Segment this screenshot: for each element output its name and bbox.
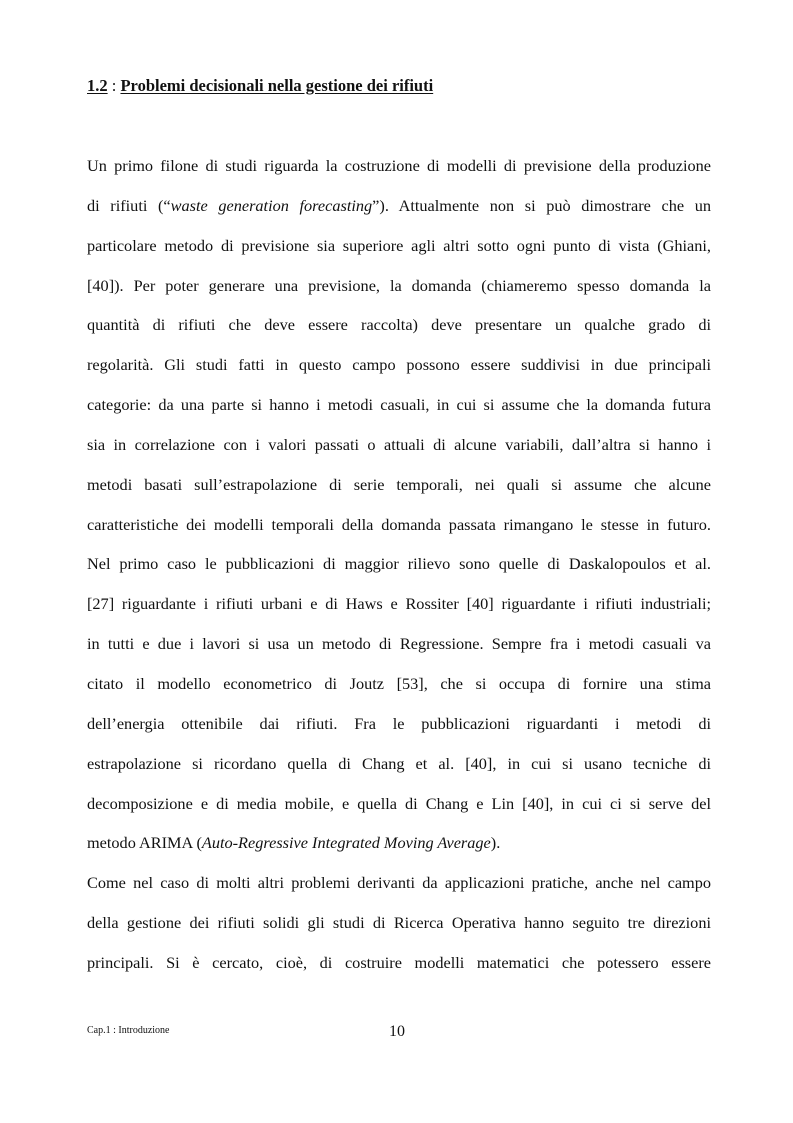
page-number: 10: [389, 1023, 405, 1040]
text-line: di rifiuti (“waste generation forecasting”). Attualmente non si può dimostrare che un: [87, 195, 711, 215]
italic-term: Auto-Regressive Integrated Moving Average: [201, 833, 491, 853]
text-line: principali. Si è cercato, cioè, di costruire modelli matematici che potessero essere: [87, 952, 711, 972]
text-line: estrapolazione si ricordano quella di Chang et al. [40], in cui si usano tecniche di: [87, 753, 711, 773]
section-title: Problemi decisionali nella gestione dei rifiuti: [120, 76, 434, 95]
paragraph-waste-forecasting: [87, 146, 711, 863]
text-line: Nel primo caso le pubblicazioni di maggior rilievo sono quelle di Daskalopoulos et al.: [87, 554, 711, 574]
italic-term: waste generation forecasting: [170, 195, 373, 215]
text-line: della gestione dei rifiuti solidi gli studi di Ricerca Operativa hanno seguito tre direzioni: [87, 912, 711, 932]
text-line: Un primo filone di studi riguarda la costruzione di modelli di previsione della produzione: [87, 156, 711, 175]
text-line: categorie: da una parte si hanno i metodi casuali, in cui si assume che la domanda futura: [87, 395, 711, 415]
text-line: sia in correlazione con i valori passati o attuali di alcune variabili, dall’altra si hanno i: [87, 434, 711, 454]
text-line: in tutti e due i lavori si usa un metodo di Regressione. Sempre fra i metodi casuali va: [87, 634, 711, 654]
text-line: [40]). Per poter generare una previsione, la domanda (chiameremo spesso domanda la: [87, 275, 711, 295]
text-line: particolare metodo di previsione sia superiore agli altri sotto ogni punto di vista (Ghiani,: [87, 235, 711, 255]
text-line: regolarità. Gli studi fatti in questo campo possono essere suddivisi in due principali: [87, 355, 711, 375]
footer-chapter: Cap.1 : Introduzione: [87, 1025, 170, 1036]
text-line: quantità di rifiuti che deve essere raccolta) deve presentare un qualche grado di: [87, 315, 711, 335]
text-line: [27] riguardante i rifiuti urbani e di Haws e Rossiter [40] riguardante i rifiuti industriali;: [87, 594, 711, 614]
heading-separator: :: [111, 76, 117, 95]
text-line: metodi basati sull’estrapolazione di serie temporali, nei quali si assume che alcune: [87, 474, 711, 494]
section-heading: [87, 76, 433, 96]
section-number: 1.2: [87, 76, 108, 95]
text-line: metodo ARIMA (Auto-Regressive Integrated Moving Average).: [87, 833, 501, 853]
text-line: Come nel caso di molti altri problemi derivanti da applicazioni pratiche, anche nel campo: [87, 873, 711, 892]
text-line: caratteristiche dei modelli temporali della domanda passata rimangano le stesse in futuro.: [87, 514, 711, 534]
paragraph-operations-research: [87, 863, 711, 983]
text-line: decomposizione e di media mobile, e quella di Chang e Lin [40], in cui ci si serve del: [87, 793, 711, 813]
text-line: citato il modello econometrico di Joutz [53], che si occupa di fornire una stima: [87, 673, 711, 693]
text-line: dell’energia ottenibile dai rifiuti. Fra le pubblicazioni riguardanti i metodi di: [87, 713, 711, 733]
